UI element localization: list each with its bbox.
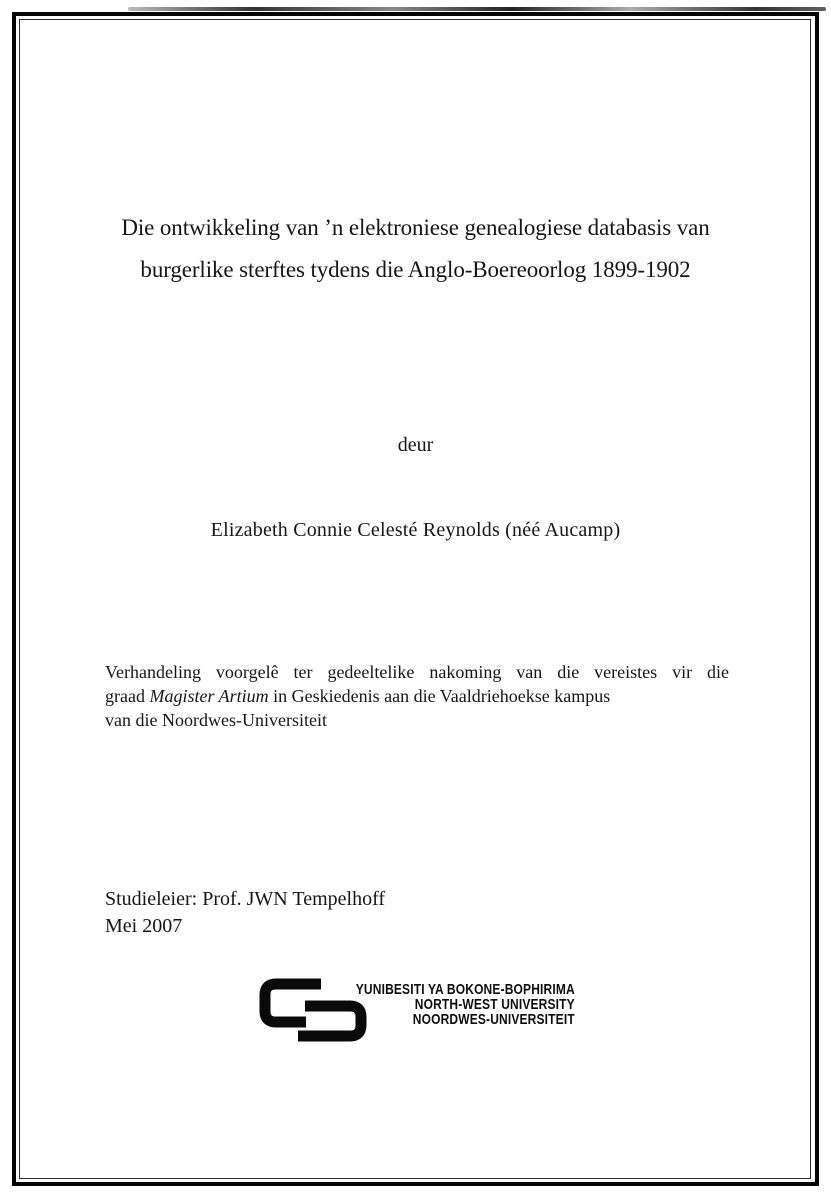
submission-statement [105,660,729,732]
submission-statement-line-2 [105,684,729,708]
university-name-afrikaans: NOORDWES-UNIVERSITEIT [412,1011,575,1028]
university-name-english: NORTH-WEST UNIVERSITY [414,996,575,1013]
submission-line-2-suffix: in Geskiedenis aan die Vaaldriehoekse kampus [268,686,611,706]
scan-artifact-streak [128,7,826,11]
thesis-title-line-1: Die ontwikkeling van ’n elektroniese genealogiese databasis van [121,215,710,240]
submission-statement-line-3: van die Noordwes-Universiteit [105,710,327,730]
degree-name-italic: Magister Artium [149,686,269,706]
supervisor-line: Studieleier: Prof. JWN Tempelhoff [105,888,386,910]
author-name: Elizabeth Connie Celesté Reynolds (néé Aucamp) [210,519,621,541]
submission-line-2-prefix: graad [105,686,150,706]
university-logo-wordmark [356,982,575,1027]
thesis-title-line-2: burgerlike sterftes tydens die Anglo-Boereoorlog 1899-1902 [140,257,691,282]
thesis-title [55,207,776,291]
date-line: Mei 2007 [105,915,183,937]
university-logo [257,976,575,1048]
submission-statement-line-1: Verhandeling voorgelê ter gedeeltelike nakoming van die vereistes vir die [105,662,729,682]
supervisor-block [105,886,385,940]
nwu-logo-icon [257,976,369,1044]
university-name-setswana: YUNIBESITI YA BOKONE-BOPHIRIMA [355,981,575,998]
byline-deur: deur [397,434,434,456]
